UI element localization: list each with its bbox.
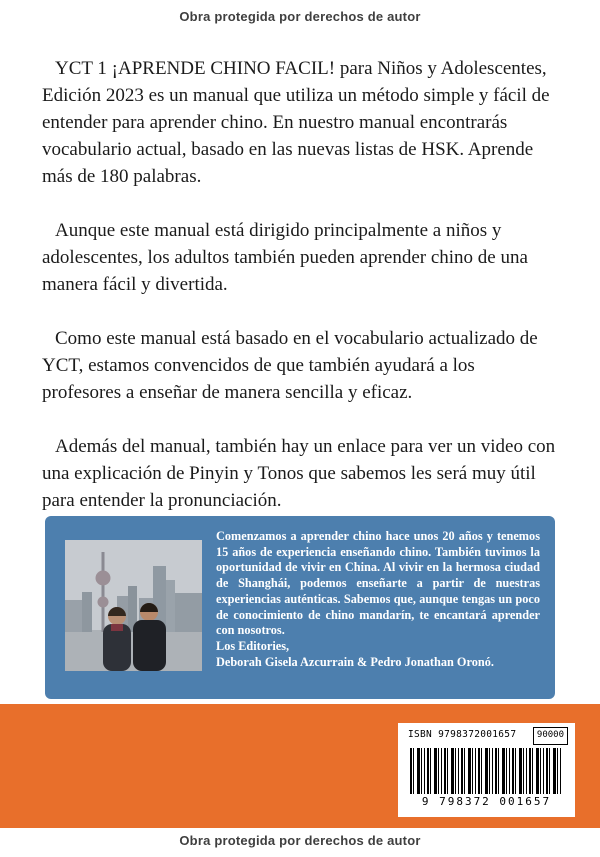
orange-band: [0, 704, 600, 828]
author-bio-text: [216, 529, 540, 691]
paragraph-teachers: Como este manual está basado en el vocabulario actualizado de YCT, estamos convencidos de que también ayudará a los profesores a enseñar de manera sencilla y eficaz.: [42, 327, 538, 403]
author-info-box: [45, 516, 555, 699]
barcode-panel: [398, 723, 575, 817]
barcode-header: [398, 723, 575, 746]
book-back-cover: [0, 32, 600, 832]
author-names: Deborah Gisela Azcurrain & Pedro Jonathan Oronó.: [216, 654, 494, 669]
isbn-label: ISBN 9798372001657: [408, 729, 517, 740]
author-signature-intro: Los Editories,: [216, 639, 290, 654]
paragraph-audience: Aunque este manual está dirigido principalmente a niños y adolescentes, los adultos también pueden aprender chino de una manera fácil y divertida.: [42, 219, 528, 295]
copyright-watermark-top: Obra protegida por derechos de autor: [179, 9, 421, 24]
paragraph-video: Además del manual, también hay un enlace para ver un video con una explicación de Pinyin y Tonos que sabemos les será muy útil para entender la pronunciación.: [42, 435, 556, 511]
barcode-digits: 9 798372 001657: [421, 794, 552, 808]
authors-photo-illustration: [65, 540, 202, 671]
description-text-block: [42, 56, 558, 542]
barcode-bars: [410, 748, 563, 794]
copyright-watermark-bottom: Obra protegida por derechos de autor: [179, 833, 421, 849]
paragraph-intro: YCT 1 ¡APRENDE CHINO FACIL! para Niños y Adolescentes, Edición 2023 es un manual que utiliza un método simple y fácil de entender para aprender chino. En nuestro manual encontrarás vocabulario actual, basado en las nuevas listas de HSK. Aprende más de 180 palabras.: [42, 58, 550, 187]
authors-photo: [65, 540, 202, 671]
price-code: 90000: [533, 727, 568, 745]
author-bio-paragraph: Comenzamos a aprender chino hace unos 20 años y tenemos 15 años de experiencia enseñando chino. También tuvimos la oportunidad de vivir en China. Al vivir en la hermosa ciudad de Shanghái, podemos enseñarte a partir de nuestras experiencias auténticas. Sabemos que, aunque tengas un poco de conocimiento de chino mandarín, te encantará aprender con nosotros.: [216, 529, 540, 638]
